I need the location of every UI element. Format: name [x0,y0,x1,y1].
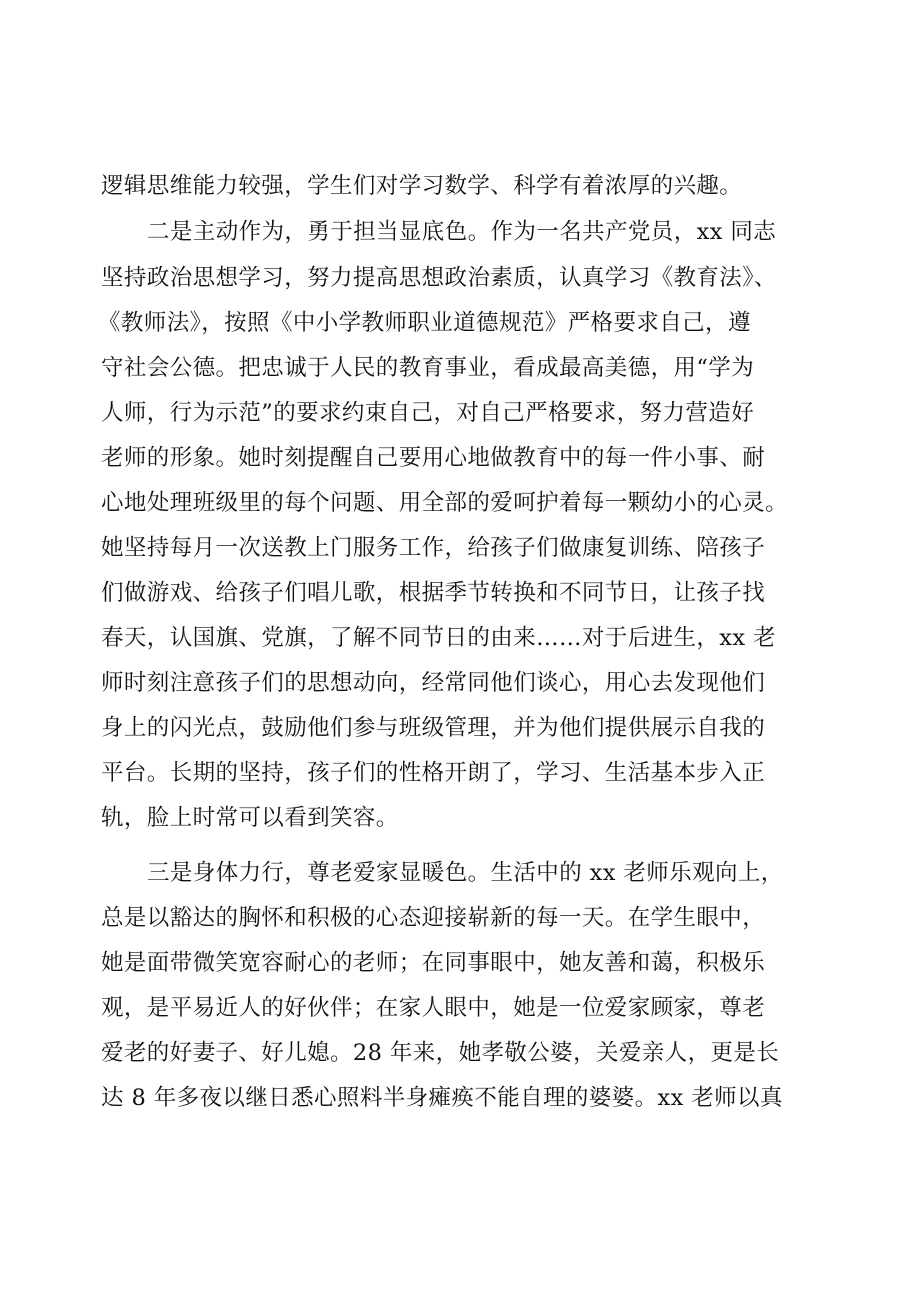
text-line: 身上的闪光点，鼓励他们参与班级管理，并为他们提供展示自我的 [101,715,766,741]
text-line: 们做游戏、给孩子们唱儿歌，根据季节转换和不同节日，让孩子找 [101,580,766,606]
text-line: 人师，行为示范”的要求约束自己，对自己严格要求，努力营造好 [101,400,755,426]
text-line: 观，是平易近人的好伙伴；在家人眼中，她是一位爱家顾家，尊老 [101,995,766,1021]
text-line: 心地处理班级里的每个问题、用全部的爱呵护着每一颗幼小的心灵。 [101,490,789,516]
text-line: 逻辑思维能力较强，学生们对学习数学、科学有着浓厚的兴趣。 [101,173,743,199]
text-line: 轨，脸上时常可以看到笑容。 [101,805,399,831]
text-line: 爱老的好妻子、好儿媳。28 年来，她孝敬公婆，关爱亲人，更是长 [101,1040,780,1066]
text-line: 守社会公德。把忠诚于人民的教育事业，看成最高美德，用“学为 [101,355,755,381]
text-line: 总是以豁达的胸怀和积极的心态迎接崭新的每一天。在学生眼中， [101,905,766,931]
text-line: 达 8 年多夜以继日悉心照料半身瘫痪不能自理的婆婆。xx 老师以真 [101,1085,783,1111]
text-line: 她是面带微笑宽容耐心的老师；在同事眼中，她友善和蔼，积极乐 [101,950,766,976]
text-line: 她坚持每月一次送教上门服务工作，给孩子们做康复训练、陪孩子 [101,535,766,561]
text-line: 师时刻注意孩子们的思想动向，经常同他们谈心，用心去发现他们 [101,670,766,696]
text-line: 春天，认国旗、党旗，了解不同节日的由来……对于后进生，xx 老 [101,625,776,651]
paragraph-2-first-line: 二是主动作为，勇于担当显底色。作为一名共产党员，xx 同志 [147,219,777,245]
text-line: 坚持政治思想学习，努力提高思想政治素质，认真学习《教育法》、 [101,265,777,291]
paragraph-3-first-line: 三是身体力行，尊老爱家显暖色。生活中的 xx 老师乐观向上， [147,860,784,886]
text-line: 《教师法》，按照《中小学教师职业道德规范》严格要求自己，遵 [98,310,751,336]
text-line: 平台。长期的坚持，孩子们的性格开朗了，学习、生活基本步入正 [101,760,766,786]
text-line: 老师的形象。她时刻提醒自己要用心地做教育中的每一件小事、耐 [101,445,766,471]
